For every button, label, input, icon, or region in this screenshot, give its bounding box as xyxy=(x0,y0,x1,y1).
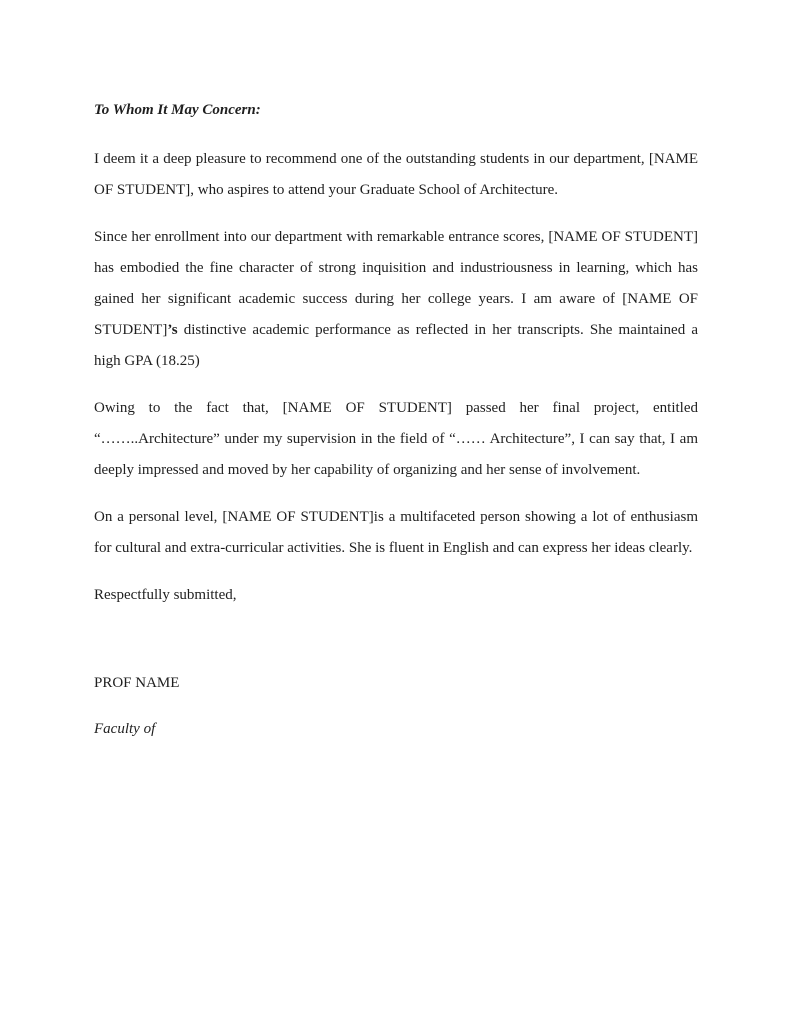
letter-closing: Respectfully submitted, xyxy=(94,587,237,603)
letter-salutation: To Whom It May Concern: xyxy=(94,102,261,118)
letter-paragraph-personal: On a personal level, [NAME OF STUDENT]is a multifaceted person showing a lot of enthusiasm for cultural and extra-curricular activities. She is fluent in English and can express her ideas clearly. xyxy=(94,509,698,556)
paragraph-academics-bold-possessive: ’s xyxy=(167,322,178,338)
letter-paragraph-intro: I deem it a deep pleasure to recommend one of the outstanding students in our department, [NAME OF STUDENT], who aspires to attend your Graduate School of Architecture. xyxy=(94,151,698,198)
signature-name: PROF NAME xyxy=(94,675,180,691)
letter-paragraph-project: Owing to the fact that, [NAME OF STUDENT] passed her final project, entitled “……..Architecture” under my supervision in the field of “…… Architecture”, I can say that, I am deeply impressed and moved by her capability of organizing and her sense of involvement. xyxy=(94,400,698,478)
letter-paragraph-academics xyxy=(94,222,698,377)
paragraph-academics-text-after: distinctive academic performance as reflected in her transcripts. She maintained a high GPA (18.25) xyxy=(94,322,698,369)
signature-title: Faculty of xyxy=(94,721,156,737)
paragraph-academics-text-before: Since her enrollment into our department with remarkable entrance scores, [NAME OF STUDENT] has embodied the fine character of strong inquisition and industriousness in learning, which has gained her significant academic success during her college years. I am aware of [NAME OF STUDENT] xyxy=(94,229,698,338)
